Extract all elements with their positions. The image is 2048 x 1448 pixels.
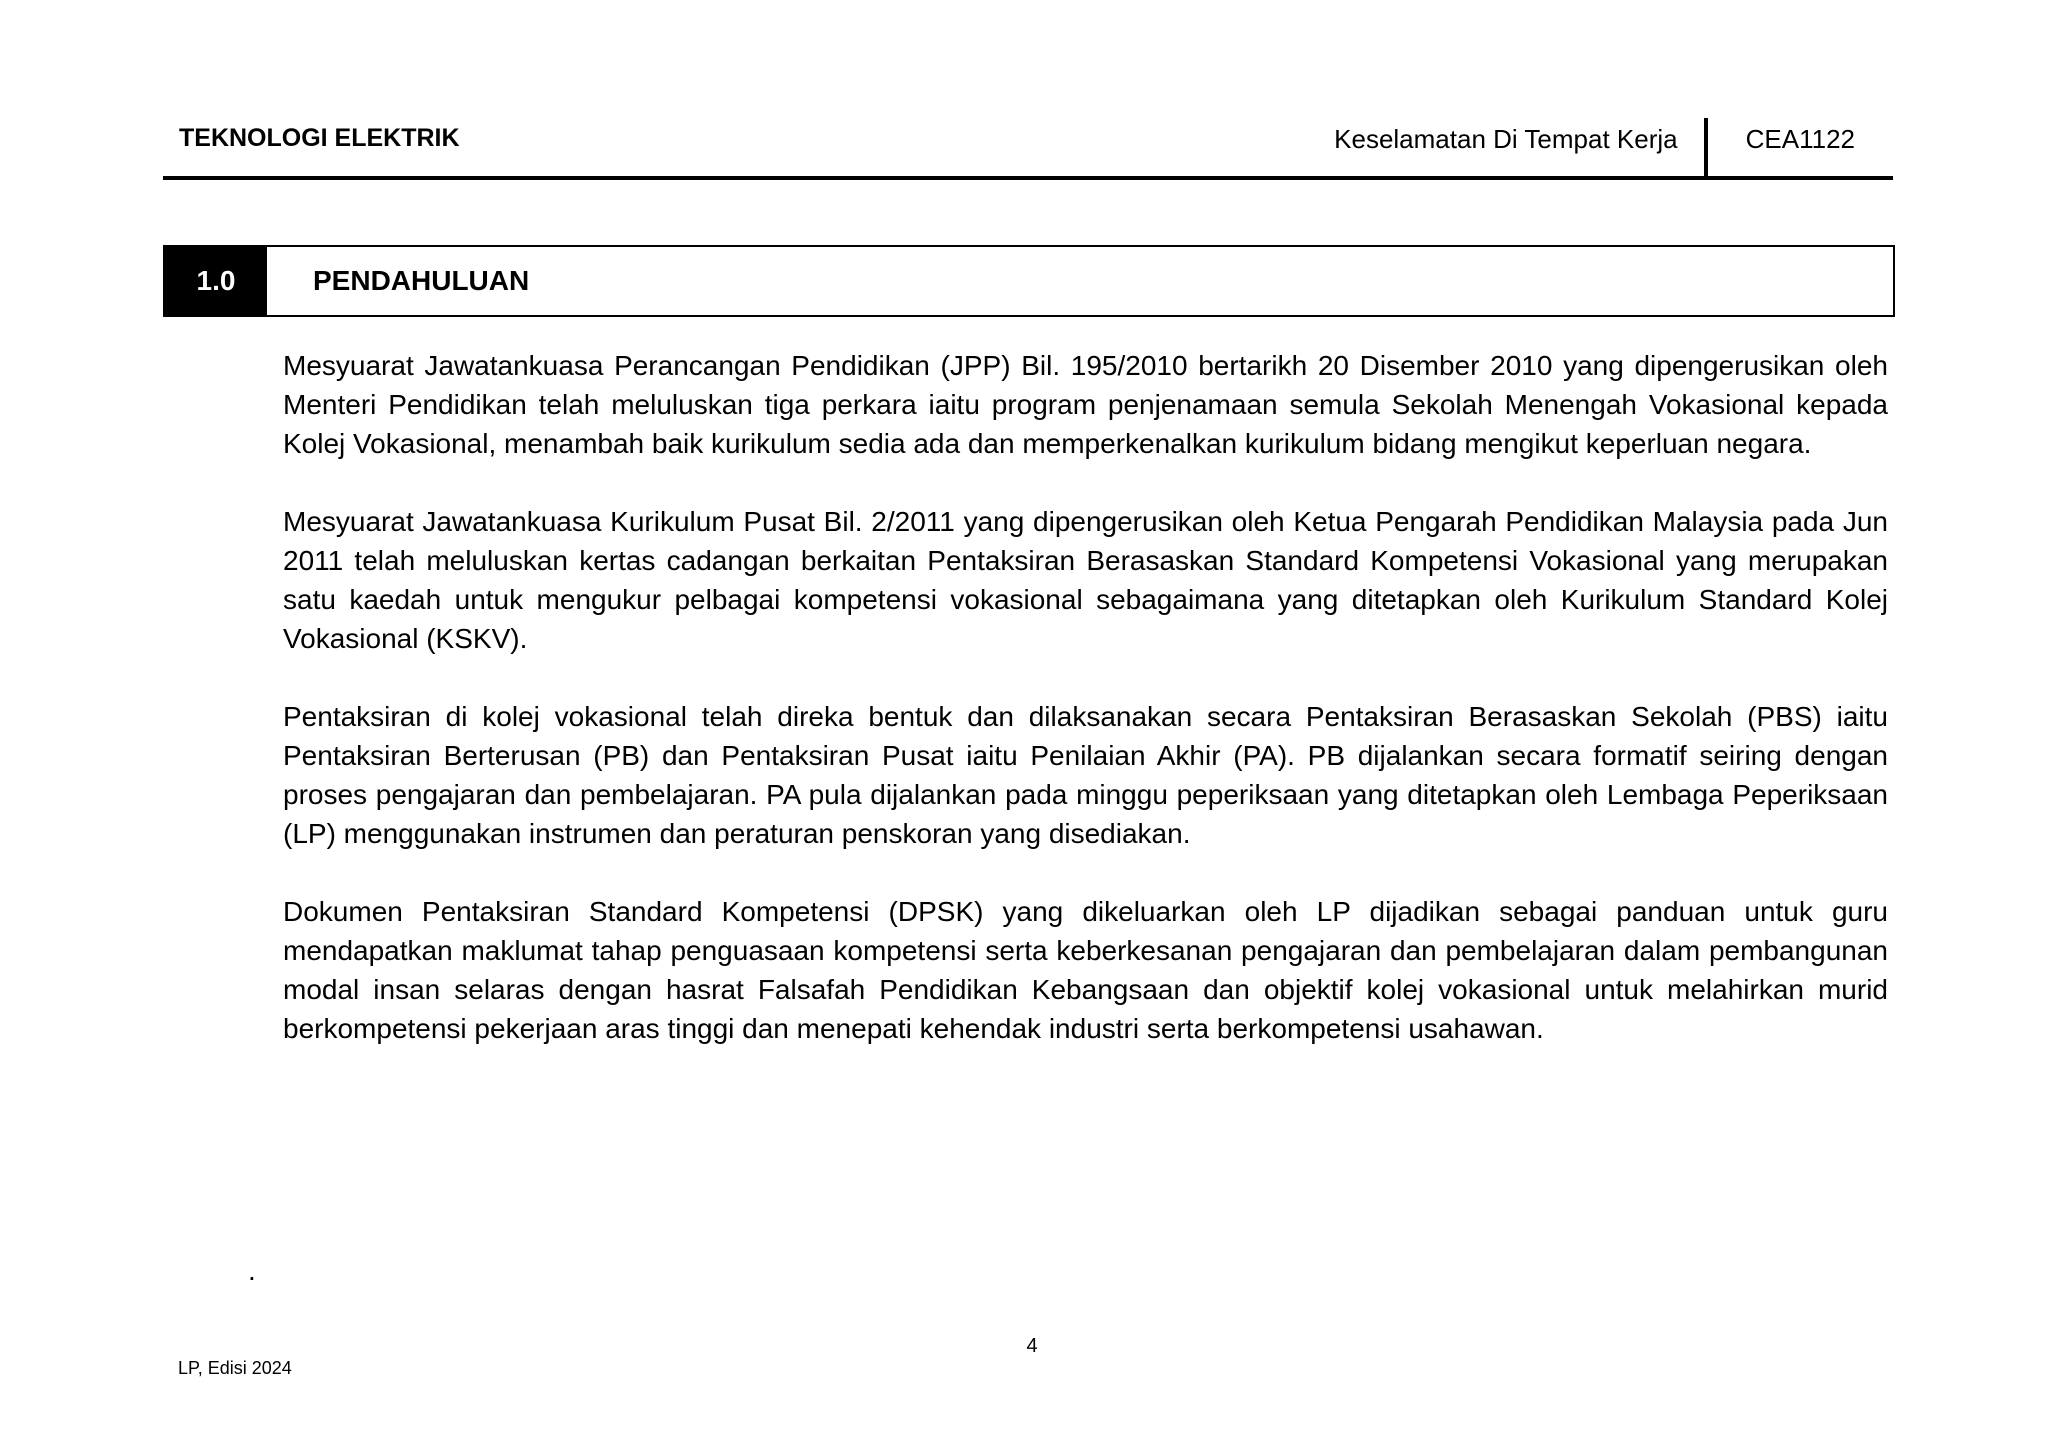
course-code: CEA1122 [1745, 124, 1855, 154]
body-content [283, 346, 1888, 1087]
section-number: 1.0 [165, 247, 267, 315]
stray-mark: . [248, 1255, 256, 1286]
paragraph-1: Mesyuarat Jawatankuasa Perancangan Pendidikan (JPP) Bil. 195/2010 bertarikh 20 Disember 2010 yang dipengerusikan oleh Menteri Pendidikan telah meluluskan tiga perkara iaitu program penjenamaan semula Sekolah Menengah Vokasional kepada Kolej Vokasional, menambah baik kurikulum sedia ada dan memperkenalkan kurikulum bidang mengikut keperluan negara. [283, 350, 1888, 459]
paragraph-3: Pentaksiran di kolej vokasional telah direka bentuk dan dilaksanakan secara Pentaksiran Berasaskan Sekolah (PBS) iaitu Pentaksiran Berterusan (PB) dan Pentaksiran Pusat iaitu Penilaian Akhir (PA). PB dijalankan secara formatif seiring dengan proses pengajaran dan pembelajaran. PA pula dijalankan pada minggu peperiksaan yang ditetapkan oleh Lembaga Peperiksaan (LP) menggunakan instrumen dan peraturan penskoran yang disediakan. [283, 701, 1888, 849]
paragraph-2: Mesyuarat Jawatankuasa Kurikulum Pusat Bil. 2/2011 yang dipengerusikan oleh Ketua Pengarah Pendidikan Malaysia pada Jun 2011 telah meluluskan kertas cadangan berkaitan Pentaksiran Berasaskan Standard Kompetensi Vokasional yang merupakan satu kaedah untuk mengukur pelbagai kompetensi vokasional sebagaimana yang ditetapkan oleh Kurikulum Standard Kolej Vokasional (KSKV). [283, 506, 1888, 654]
subject-title: TEKNOLOGI ELEKTRIK [179, 124, 460, 152]
edition-note: LP, Edisi 2024 [178, 1358, 292, 1378]
section-title: PENDAHULUAN [313, 265, 530, 296]
page-header [163, 118, 1893, 180]
section-heading [163, 245, 1895, 317]
header-right-group [1334, 118, 1893, 176]
topic-title: Keselamatan Di Tempat Kerja [1334, 118, 1707, 176]
page-number: 4 [1026, 1335, 1038, 1357]
paragraph-4: Dokumen Pentaksiran Standard Kompetensi (DPSK) yang dikeluarkan oleh LP dijadikan sebagai panduan untuk guru mendapatkan maklumat tahap penguasaan kompetensi serta keberkesanan pengajaran dan pembelajaran dalam pembangunan modal insan selaras dengan hasrat Falsafah Pendidikan Kebangsaan dan objektif kolej vokasional untuk melahirkan murid berkompetensi pekerjaan aras tinggi dan menepati kehendak industri serta berkompetensi usahawan. [283, 896, 1888, 1044]
